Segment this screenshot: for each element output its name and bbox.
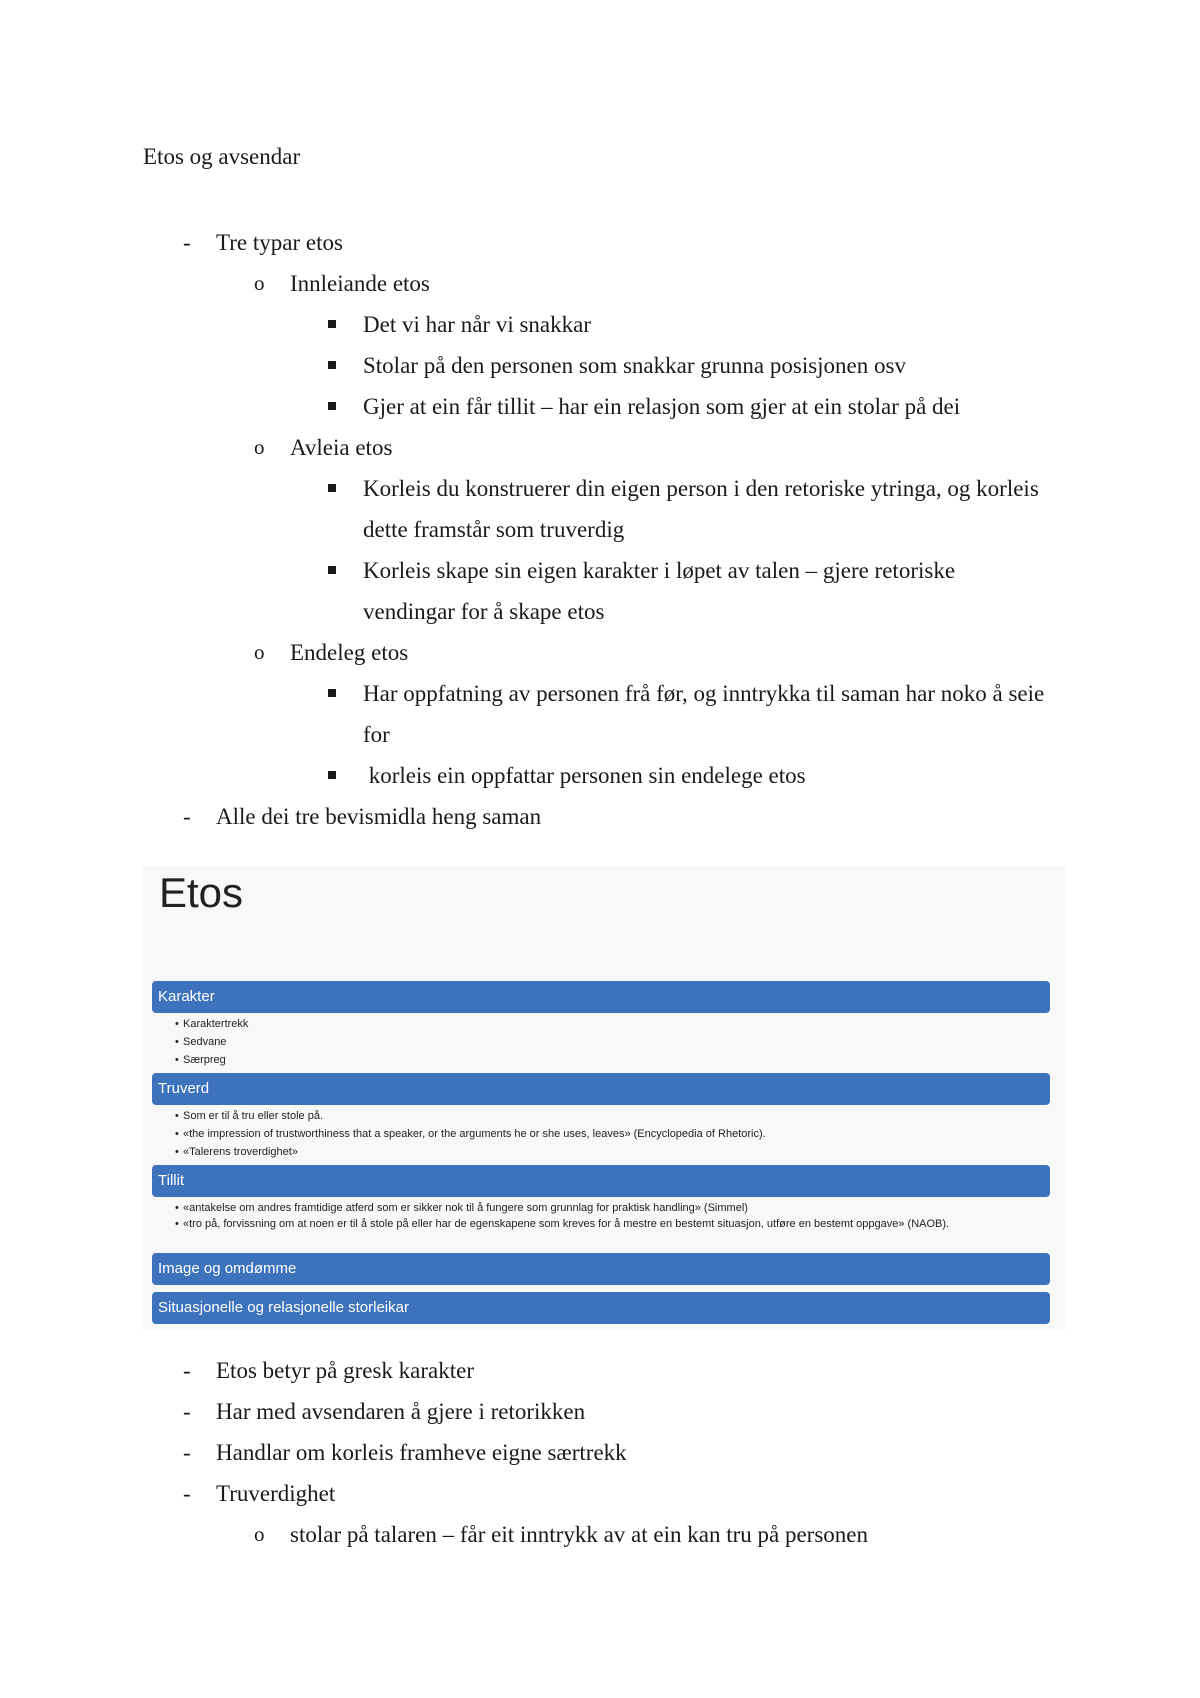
list-item-text: Truverdighet	[216, 1481, 336, 1506]
list-item-text: Tre typar etos	[216, 230, 343, 255]
list-item-text: korleis ein oppfattar personen sin endelege etos	[363, 763, 806, 788]
list-item	[143, 222, 1143, 263]
list-item-text: Innleiande etos	[290, 271, 430, 296]
list-item-text: Gjer at ein får tillit – har ein relasjon som gjer at ein stolar på dei	[363, 394, 961, 419]
list-item-text: Stolar på den personen som snakkar grunna posisjonen osv	[363, 353, 906, 378]
dash-marker: -	[183, 1481, 191, 1506]
outline-top	[143, 222, 1143, 837]
list-item-text: Korleis du konstruerer din eigen person i den retoriske ytringa, og korleis dette framstår som truverdig	[363, 476, 1039, 542]
list-item-text: Har oppfatning av personen frå før, og inntrykka til saman har noko å seie for	[363, 681, 1045, 747]
list-item	[143, 304, 1143, 345]
list-item	[143, 1473, 1143, 1514]
list-item	[143, 550, 1143, 632]
section-bullets-truverd	[175, 1107, 1045, 1161]
section-bar-karakter: Karakter	[152, 981, 1050, 1013]
square-bullet-icon	[328, 566, 336, 574]
dash-marker: -	[183, 230, 191, 255]
section-bar-situasjonelle: Situasjonelle og relasjonelle storleikar	[152, 1292, 1050, 1324]
dash-marker: -	[183, 1358, 191, 1383]
slide-image	[143, 865, 1065, 1330]
list-item-text: Etos betyr på gresk karakter	[216, 1358, 475, 1383]
outline-bottom	[143, 1350, 1143, 1555]
list-item: • Særpreg	[175, 1051, 1045, 1069]
list-item	[143, 1514, 1143, 1555]
square-bullet-icon	[328, 484, 336, 492]
list-item	[143, 427, 1143, 468]
section-bar-tillit: Tillit	[152, 1165, 1050, 1197]
square-bullet-icon	[328, 361, 336, 369]
list-item	[143, 468, 1143, 550]
square-bullet-icon	[328, 320, 336, 328]
slide-title: Etos	[159, 869, 244, 916]
list-item: • Sedvane	[175, 1033, 1045, 1051]
dash-marker: -	[183, 804, 191, 829]
circle-marker: o	[254, 271, 265, 295]
list-item: • «Talerens troverdighet»	[175, 1143, 1045, 1161]
list-item	[143, 1350, 1143, 1391]
circle-marker: o	[254, 435, 265, 459]
list-item	[143, 673, 1143, 755]
circle-marker: o	[254, 1522, 265, 1546]
list-item-text: stolar på talaren – får eit inntrykk av at ein kan tru på personen	[290, 1522, 868, 1547]
square-bullet-icon	[328, 402, 336, 410]
list-item	[143, 263, 1143, 304]
list-item	[143, 345, 1143, 386]
square-bullet-icon	[328, 689, 336, 697]
list-item-text: Det vi har når vi snakkar	[363, 312, 592, 337]
section-bullets-tillit	[175, 1199, 1045, 1232]
circle-marker: o	[254, 640, 265, 664]
section-bar-image: Image og omdømme	[152, 1253, 1050, 1285]
list-item: • Karaktertrekk	[175, 1015, 1045, 1033]
list-item: • «the impression of trustworthiness that a speaker, or the arguments he or she uses, leaves» (Encyclopedia of Rhetoric).	[175, 1125, 1045, 1143]
dash-marker: -	[183, 1399, 191, 1424]
list-item-text: Korleis skape sin eigen karakter i løpet av talen – gjere retoriske vendingar for å skape etos	[363, 558, 956, 624]
list-item-text: Handlar om korleis framheve eigne særtrekk	[216, 1440, 627, 1465]
list-item: • «tro på, forvissning om at noen er til å stole på eller har de egenskapene som kreves for å mestre en bestemt situasjon, utføre en bestemt oppgave» (NAOB).	[175, 1217, 1045, 1232]
list-item	[143, 796, 1143, 837]
dash-marker: -	[183, 1440, 191, 1465]
square-bullet-icon	[328, 771, 336, 779]
list-item-text: Endeleg etos	[290, 640, 409, 665]
list-item-text: Alle dei tre bevismidla heng saman	[216, 804, 542, 829]
list-item: • Som er til å tru eller stole på.	[175, 1107, 1045, 1125]
list-item	[143, 632, 1143, 673]
list-item	[143, 386, 1143, 427]
document-title: Etos og avsendar	[143, 144, 301, 169]
list-item	[143, 755, 1143, 796]
list-item	[143, 1391, 1143, 1432]
list-item: • «antakelse om andres framtidige atferd som er sikker nok til å fungere som grunnlag for praktisk handling» (Simmel)	[175, 1199, 1045, 1217]
section-bar-truverd: Truverd	[152, 1073, 1050, 1105]
list-item	[143, 1432, 1143, 1473]
list-item-text: Avleia etos	[290, 435, 393, 460]
list-item-text: Har med avsendaren å gjere i retorikken	[216, 1399, 586, 1424]
section-bullets-karakter	[175, 1015, 1045, 1069]
